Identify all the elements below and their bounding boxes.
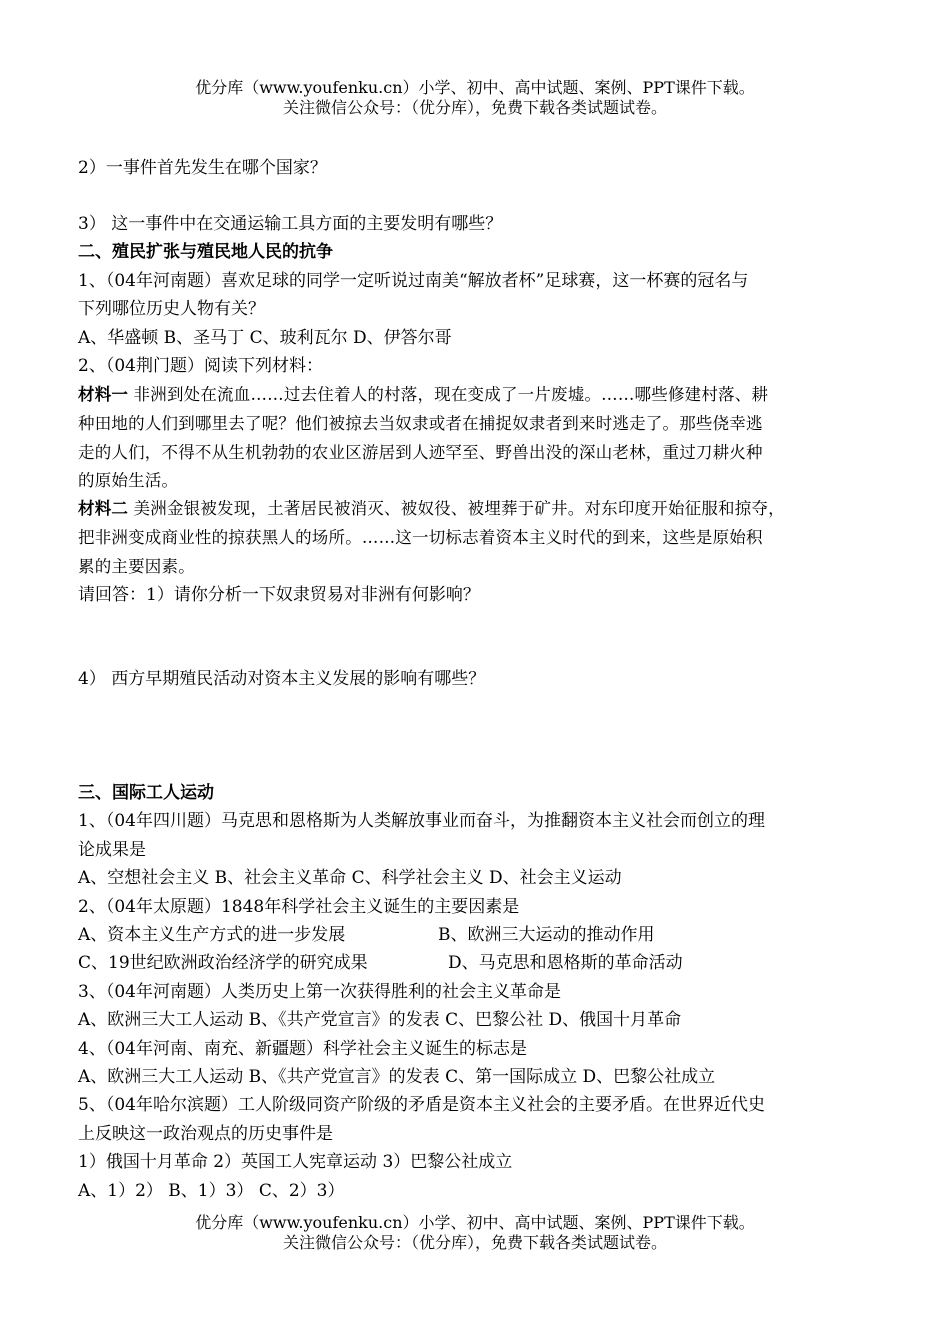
- s3-q1-line2: 论成果是: [78, 840, 146, 860]
- question-3: 3） 这一事件中在交通运输工具方面的主要发明有哪些？: [78, 214, 503, 234]
- material-1-line3: 走的人们，不得不从生机勃勃的农业区游居到人迹罕至、野兽出没的深山老林，重过刀耕火种: [78, 443, 763, 462]
- ask-4: 4） 西方早期殖民活动对资本主义发展的影响有哪些？: [78, 669, 486, 689]
- material-2-line1: [78, 498, 785, 520]
- material-1-text-a: 非洲到处在流血……过去住着人的村落，现在变成了一片废墟。……哪些修建村落、耕: [128, 385, 769, 404]
- s2-q1-line1: 1、（04年河南题）喜欢足球的同学一定听说过南美“解放者杯”足球赛，这一杯赛的冠名与: [78, 271, 749, 291]
- s3-q1-options: A、空想社会主义 B、社会主义革命 C、科学社会主义 D、社会主义运动: [78, 868, 622, 888]
- material-1-line1: [78, 384, 768, 406]
- material-2-label: 材料二: [78, 499, 129, 518]
- material-1-line2: 种田地的人们到哪里去了呢？他们被掠去当奴隶或者在捕捉奴隶者到来时逃走了。那些侥幸逃: [78, 414, 763, 433]
- material-1-line4: 的原始生活。: [78, 471, 179, 490]
- s3-q5-line1: 5、（04年哈尔滨题）工人阶级同资产阶级的矛盾是资本主义社会的主要矛盾。在世界近代史: [78, 1095, 765, 1115]
- s3-q1-line1: 1、（04年四川题）马克思和恩格斯为人类解放事业而奋斗，为推翻资本主义社会而创立的理: [78, 811, 765, 831]
- s3-q2-option-c: C、19世纪欧洲政治经济学的研究成果: [78, 953, 368, 973]
- section-3-heading: 三、国际工人运动: [78, 783, 214, 803]
- s3-q2-option-a: A、资本主义生产方式的进一步发展: [78, 925, 346, 945]
- s3-q2-option-d: D、马克思和恩格斯的革命活动: [448, 953, 683, 973]
- s3-q5-items: 1）俄国十月革命 2）英国工人宪章运动 3）巴黎公社成立: [78, 1152, 513, 1172]
- s2-q2: 2、（04荆门题）阅读下列材料：: [78, 356, 323, 376]
- s3-q2: 2、（04年太原题）1848年科学社会主义诞生的主要因素是: [78, 897, 520, 917]
- section-2-heading: 二、殖民扩张与殖民地人民的抗争: [78, 242, 333, 262]
- question-2: 2）一事件首先发生在哪个国家？: [78, 158, 327, 178]
- s3-q5-line2: 上反映这一政治观点的历史事件是: [78, 1124, 333, 1144]
- material-2-line3: 累的主要因素。: [78, 557, 195, 576]
- footer-line-1: 优分库（www.youfenku.cn）小学、初中、高中试题、案例、PPT课件下载。: [195, 1213, 755, 1232]
- s3-q4: 4、（04年河南、南充、新疆题）科学社会主义诞生的标志是: [78, 1039, 527, 1059]
- footer-line-2: 关注微信公众号：（优分库），免费下载各类试题试卷。: [282, 1233, 667, 1252]
- s2-q1-options: A、华盛顿 B、圣马丁 C、玻利瓦尔 D、伊答尔哥: [78, 328, 452, 348]
- material-2-line2: 把非洲变成商业性的掠获黑人的场所。……这一切标志着资本主义时代的到来，这些是原始积: [78, 528, 763, 547]
- header-line-1: 优分库（www.youfenku.cn）小学、初中、高中试题、案例、PPT课件下载。: [195, 78, 755, 97]
- s3-q2-option-b: B、欧洲三大运动的推动作用: [438, 925, 655, 945]
- header-line-2: 关注微信公众号：（优分库），免费下载各类试题试卷。: [282, 98, 667, 117]
- s2-q1-line2: 下列哪位历史人物有关？: [78, 299, 265, 319]
- ask-1: 请回答：1）请你分析一下奴隶贸易对非洲有何影响？: [78, 585, 480, 605]
- material-1-label: 材料一: [78, 385, 129, 404]
- s3-q3-options: A、欧洲三大工人运动 B、《共产党宣言》的发表 C、巴黎公社 D、俄国十月革命: [78, 1010, 682, 1030]
- s3-q4-options: A、欧洲三大工人运动 B、《共产党宣言》的发表 C、第一国际成立 D、巴黎公社成立: [78, 1067, 716, 1087]
- s3-q5-options: A、1）2） B、1）3） C、2）3）: [78, 1181, 345, 1201]
- material-2-text-a: 美洲金银被发现，土著居民被消灭、被奴役、被埋葬于矿井。对东印度开始征服和掠夺，: [128, 499, 785, 518]
- s3-q3: 3、（04年河南题）人类历史上第一次获得胜利的社会主义革命是: [78, 982, 561, 1002]
